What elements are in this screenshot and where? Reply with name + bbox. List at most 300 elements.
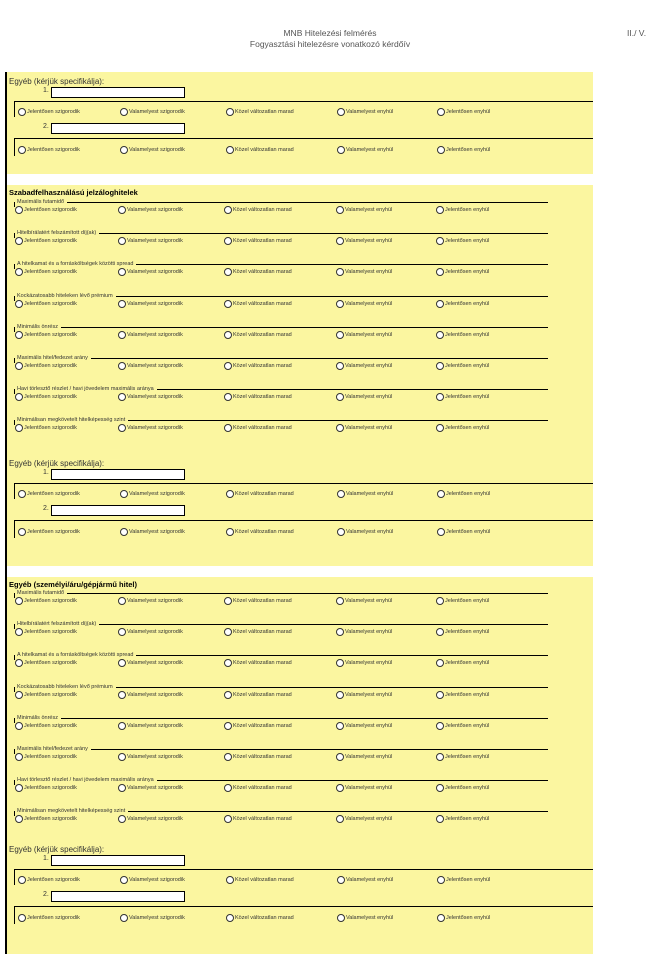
free-g5-option-5[interactable] — [436, 331, 489, 339]
radio-button[interactable] — [336, 722, 344, 730]
option-label: Közel változatlan marad — [233, 816, 292, 822]
free-group-label-1: Maximális futamidő — [17, 199, 65, 205]
option-label: Közel változatlan marad — [233, 332, 292, 338]
other-g3-option-1[interactable] — [15, 659, 77, 667]
other-g7-option-3[interactable] — [224, 784, 292, 792]
radio-button[interactable] — [118, 784, 126, 792]
free-g7-option-4[interactable] — [336, 393, 392, 401]
free-g2-option-5[interactable] — [436, 237, 489, 245]
free-g5-option-2[interactable] — [118, 331, 183, 339]
option-label: Közel változatlan marad — [235, 491, 294, 497]
radio-button[interactable] — [15, 597, 23, 605]
radio-button[interactable] — [15, 206, 23, 214]
free-g7-option-3[interactable] — [224, 393, 292, 401]
other-g1-option-2[interactable] — [118, 597, 183, 605]
other-g5-option-1[interactable] — [15, 722, 77, 730]
free-spec-input-1[interactable] — [51, 469, 185, 480]
option-label: Valamelyest szigorodik — [127, 785, 183, 791]
option-label: Valamelyest szigorodik — [127, 598, 183, 604]
radio-button[interactable] — [15, 268, 23, 276]
radio-button[interactable] — [224, 331, 232, 339]
other-g2-option-4[interactable] — [336, 628, 392, 636]
radio-button[interactable] — [118, 237, 126, 245]
other-g6-option-4[interactable] — [336, 753, 392, 761]
free-g3-option-1[interactable] — [15, 268, 77, 276]
other-g2-option-3[interactable] — [224, 628, 292, 636]
radio-button[interactable] — [437, 528, 445, 536]
free-g6-option-4[interactable] — [336, 362, 392, 370]
radio-button[interactable] — [436, 597, 444, 605]
free-g4-option-2[interactable] — [118, 300, 183, 308]
radio-button[interactable] — [436, 206, 444, 214]
top-box-top-1 — [14, 101, 593, 102]
free-spec2-option-5[interactable] — [437, 528, 490, 536]
free-g1-option-1[interactable] — [15, 206, 77, 214]
radio-button[interactable] — [336, 597, 344, 605]
radio-button[interactable] — [226, 108, 234, 116]
free-g8-option-4[interactable] — [336, 424, 392, 432]
other-g1-option-5[interactable] — [436, 597, 489, 605]
other-g7-option-5[interactable] — [436, 784, 489, 792]
option-label: Jelentősen szigorodik — [24, 754, 77, 760]
radio-button[interactable] — [118, 424, 126, 432]
option-label: Közel változatlan marad — [233, 598, 292, 604]
option-label: Valamelyest szigorodik — [127, 723, 183, 729]
radio-button[interactable] — [120, 490, 128, 498]
other-g1-option-3[interactable] — [224, 597, 292, 605]
other-g8-option-5[interactable] — [436, 815, 489, 823]
section-gap-1 — [7, 174, 593, 185]
other-spec1-option-2[interactable] — [120, 876, 185, 884]
other-g8-option-4[interactable] — [336, 815, 392, 823]
radio-button[interactable] — [15, 300, 23, 308]
option-label: Valamelyest szigorodik — [127, 660, 183, 666]
option-label: Jelentősen enyhül — [445, 598, 490, 604]
option-label: Valamelyest enyhül — [345, 754, 393, 760]
radio-button[interactable] — [118, 628, 126, 636]
free-g5-option-1[interactable] — [15, 331, 77, 339]
radio-button[interactable] — [337, 490, 345, 498]
option-label: Jelentősen szigorodik — [24, 692, 77, 698]
option-label: Valamelyest szigorodik — [129, 147, 185, 153]
option-label: Valamelyest enyhül — [345, 394, 393, 400]
free-g1-option-5[interactable] — [436, 206, 489, 214]
radio-button[interactable] — [224, 424, 232, 432]
option-label: Közel változatlan marad — [235, 529, 294, 535]
free-g6-option-1[interactable] — [15, 362, 77, 370]
radio-button[interactable] — [118, 362, 126, 370]
other-box-left-2 — [14, 906, 15, 924]
free-group-line-1 — [67, 202, 548, 203]
other-g2-option-5[interactable] — [436, 628, 489, 636]
other-g3-option-3[interactable] — [224, 659, 292, 667]
other-group-line-3 — [136, 655, 548, 656]
free-g7-option-5[interactable] — [436, 393, 489, 401]
radio-button[interactable] — [436, 424, 444, 432]
free-g5-option-4[interactable] — [336, 331, 392, 339]
other-g2-option-2[interactable] — [118, 628, 183, 636]
radio-button[interactable] — [336, 659, 344, 667]
option-label: Valamelyest szigorodik — [127, 238, 183, 244]
radio-button[interactable] — [437, 876, 445, 884]
option-label: Valamelyest szigorodik — [127, 692, 183, 698]
radio-button[interactable] — [436, 331, 444, 339]
other-group-line-6 — [91, 749, 548, 750]
option-label: Jelentősen szigorodik — [24, 394, 77, 400]
radio-button[interactable] — [15, 331, 23, 339]
free-g8-option-2[interactable] — [118, 424, 183, 432]
option-label: Valamelyest enyhül — [345, 660, 393, 666]
other-g1-option-4[interactable] — [336, 597, 392, 605]
other-g5-option-5[interactable] — [436, 722, 489, 730]
free-g8-option-3[interactable] — [224, 424, 292, 432]
radio-button[interactable] — [120, 914, 128, 922]
free-g3-option-2[interactable] — [118, 268, 183, 276]
radio-button[interactable] — [336, 815, 344, 823]
radio-button[interactable] — [15, 691, 23, 699]
option-label: Valamelyest szigorodik — [127, 394, 183, 400]
radio-button[interactable] — [226, 490, 234, 498]
radio-button[interactable] — [226, 914, 234, 922]
free-g3-option-3[interactable] — [224, 268, 292, 276]
top-spec1-option-5[interactable] — [437, 108, 490, 116]
other-g4-option-2[interactable] — [118, 691, 183, 699]
radio-button[interactable] — [118, 331, 126, 339]
free-g4-option-5[interactable] — [436, 300, 489, 308]
radio-button[interactable] — [224, 659, 232, 667]
radio-button[interactable] — [18, 876, 26, 884]
free-spec2-option-3[interactable] — [226, 528, 294, 536]
other-group-label-2: Hitelbírálatért felszámított díj(ak) — [17, 621, 97, 627]
option-label: Közel változatlan marad — [233, 754, 292, 760]
free-spec2-option-2[interactable] — [120, 528, 185, 536]
free-g6-option-3[interactable] — [224, 362, 292, 370]
top-spec2-option-3[interactable] — [226, 146, 294, 154]
other-g3-option-5[interactable] — [436, 659, 489, 667]
option-label: Jelentősen enyhül — [445, 363, 490, 369]
other-group-line-4 — [116, 687, 548, 688]
top-spec2-option-4[interactable] — [337, 146, 393, 154]
top-spec2-option-1[interactable] — [18, 146, 80, 154]
radio-button[interactable] — [336, 393, 344, 401]
other-group-label-4: Kockázatosabb hiteleken lévő prémium — [17, 684, 113, 690]
free-spec1-option-3[interactable] — [226, 490, 294, 498]
option-label: Valamelyest enyhül — [346, 109, 394, 115]
other-spec-number-1: 1. — [43, 855, 49, 862]
free-g7-option-1[interactable] — [15, 393, 77, 401]
free-g1-option-3[interactable] — [224, 206, 292, 214]
option-label: Valamelyest enyhül — [345, 785, 393, 791]
free-g4-option-1[interactable] — [15, 300, 77, 308]
other-group-line-7 — [157, 780, 548, 781]
option-label: Jelentősen enyhül — [445, 394, 490, 400]
other-spec2-option-2[interactable] — [120, 914, 185, 922]
radio-button[interactable] — [336, 237, 344, 245]
radio-button[interactable] — [118, 753, 126, 761]
radio-button[interactable] — [436, 659, 444, 667]
option-label: Jelentősen enyhül — [446, 109, 491, 115]
radio-button[interactable] — [336, 300, 344, 308]
radio-button[interactable] — [224, 268, 232, 276]
radio-button[interactable] — [336, 691, 344, 699]
free-g2-option-2[interactable] — [118, 237, 183, 245]
top-spec-input-2[interactable] — [51, 123, 185, 134]
radio-button[interactable] — [336, 628, 344, 636]
radio-button[interactable] — [118, 268, 126, 276]
option-label: Jelentősen szigorodik — [24, 269, 77, 275]
free-g3-option-5[interactable] — [436, 268, 489, 276]
radio-button[interactable] — [226, 146, 234, 154]
other-g5-option-2[interactable] — [118, 722, 183, 730]
option-label: Valamelyest enyhül — [345, 692, 393, 698]
top-spec1-option-3[interactable] — [226, 108, 294, 116]
free-group-label-6: Maximális hitel/fedezet arány — [17, 355, 88, 361]
radio-button[interactable] — [118, 597, 126, 605]
top-spec-input-1[interactable] — [51, 87, 185, 98]
option-label: Közel változatlan marad — [233, 425, 292, 431]
radio-button[interactable] — [120, 876, 128, 884]
option-label: Valamelyest enyhül — [345, 363, 393, 369]
radio-button[interactable] — [118, 206, 126, 214]
radio-button[interactable] — [118, 659, 126, 667]
other-group-label-1: Maximális futamidő — [17, 590, 65, 596]
other-g8-option-3[interactable] — [224, 815, 292, 823]
other-g8-option-1[interactable] — [15, 815, 77, 823]
free-g6-option-5[interactable] — [436, 362, 489, 370]
radio-button[interactable] — [336, 331, 344, 339]
other-g4-option-5[interactable] — [436, 691, 489, 699]
option-label: Valamelyest enyhül — [345, 207, 393, 213]
free-g7-option-2[interactable] — [118, 393, 183, 401]
other-g3-option-2[interactable] — [118, 659, 183, 667]
radio-button[interactable] — [18, 108, 26, 116]
free-g8-option-5[interactable] — [436, 424, 489, 432]
radio-button[interactable] — [118, 815, 126, 823]
other-g8-option-2[interactable] — [118, 815, 183, 823]
option-label: Valamelyest szigorodik — [127, 754, 183, 760]
radio-button[interactable] — [436, 722, 444, 730]
radio-button[interactable] — [437, 914, 445, 922]
other-group-label-8: Minimálisan megkövetelt hitelképesség szint — [17, 808, 126, 814]
option-label: Jelentősen szigorodik — [24, 629, 77, 635]
option-label: Jelentősen szigorodik — [24, 660, 77, 666]
other-g7-option-1[interactable] — [15, 784, 77, 792]
radio-button[interactable] — [336, 424, 344, 432]
radio-button[interactable] — [437, 146, 445, 154]
other-g1-option-1[interactable] — [15, 597, 77, 605]
free-g6-option-2[interactable] — [118, 362, 183, 370]
radio-button[interactable] — [436, 237, 444, 245]
free-g2-option-4[interactable] — [336, 237, 392, 245]
radio-button[interactable] — [436, 753, 444, 761]
other-spec1-option-4[interactable] — [337, 876, 393, 884]
radio-button[interactable] — [18, 914, 26, 922]
other-g4-option-3[interactable] — [224, 691, 292, 699]
option-label: Jelentősen szigorodik — [24, 301, 77, 307]
page-number: II./ V. — [627, 28, 647, 38]
option-label: Közel változatlan marad — [233, 723, 292, 729]
other-spec-input-1[interactable] — [51, 855, 185, 866]
radio-button[interactable] — [118, 300, 126, 308]
option-label: Valamelyest enyhül — [346, 147, 394, 153]
top-spec2-option-2[interactable] — [120, 146, 185, 154]
free-g3-option-4[interactable] — [336, 268, 392, 276]
radio-button[interactable] — [226, 876, 234, 884]
radio-button[interactable] — [120, 528, 128, 536]
other-g4-option-1[interactable] — [15, 691, 77, 699]
free-g1-option-4[interactable] — [336, 206, 392, 214]
radio-button[interactable] — [118, 691, 126, 699]
radio-button[interactable] — [15, 362, 23, 370]
radio-button[interactable] — [224, 300, 232, 308]
other-g5-option-4[interactable] — [336, 722, 392, 730]
option-label: Közel változatlan marad — [233, 269, 292, 275]
other-g6-option-3[interactable] — [224, 753, 292, 761]
radio-button[interactable] — [437, 108, 445, 116]
radio-button[interactable] — [18, 146, 26, 154]
free-g4-option-4[interactable] — [336, 300, 392, 308]
option-label: Valamelyest szigorodik — [127, 301, 183, 307]
radio-button[interactable] — [436, 691, 444, 699]
radio-button[interactable] — [337, 876, 345, 884]
section-title-free-use: Szabadfelhasználású jelzáloghitelek — [9, 188, 138, 197]
free-g4-option-3[interactable] — [224, 300, 292, 308]
other-box-top-2 — [14, 906, 593, 907]
other-spec1-option-3[interactable] — [226, 876, 294, 884]
radio-button[interactable] — [224, 393, 232, 401]
option-label: Valamelyest szigorodik — [127, 363, 183, 369]
other-g2-option-1[interactable] — [15, 628, 77, 636]
other-spec2-option-1[interactable] — [18, 914, 80, 922]
option-label: Jelentősen enyhül — [445, 754, 490, 760]
other-spec1-option-1[interactable] — [18, 876, 80, 884]
option-label: Jelentősen enyhül — [445, 816, 490, 822]
option-label: Valamelyest szigorodik — [127, 629, 183, 635]
radio-button[interactable] — [15, 784, 23, 792]
free-spec1-option-1[interactable] — [18, 490, 80, 498]
radio-button[interactable] — [15, 659, 23, 667]
option-label: Valamelyest szigorodik — [127, 425, 183, 431]
other-g4-option-4[interactable] — [336, 691, 392, 699]
free-group-label-2: Hitelbírálatért felszámított díj(ak) — [17, 230, 97, 236]
radio-button[interactable] — [18, 528, 26, 536]
radio-button[interactable] — [437, 490, 445, 498]
radio-button[interactable] — [224, 237, 232, 245]
other-g3-option-4[interactable] — [336, 659, 392, 667]
other-spec2-option-4[interactable] — [337, 914, 393, 922]
radio-button[interactable] — [336, 362, 344, 370]
top-spec2-option-5[interactable] — [437, 146, 490, 154]
option-label: Valamelyest szigorodik — [129, 529, 185, 535]
option-label: Közel változatlan marad — [235, 877, 294, 883]
option-label: Jelentősen szigorodik — [24, 598, 77, 604]
top-spec1-option-2[interactable] — [120, 108, 185, 116]
radio-button[interactable] — [436, 815, 444, 823]
other-g6-option-2[interactable] — [118, 753, 183, 761]
other-g7-option-2[interactable] — [118, 784, 183, 792]
radio-button[interactable] — [224, 753, 232, 761]
radio-button[interactable] — [226, 528, 234, 536]
radio-button[interactable] — [337, 528, 345, 536]
radio-button[interactable] — [224, 597, 232, 605]
free-group-label-3: A hitelkamat és a forrásköltségek közötti spread — [17, 261, 134, 267]
other-g5-option-3[interactable] — [224, 722, 292, 730]
other-spec2-option-3[interactable] — [226, 914, 294, 922]
radio-button[interactable] — [15, 393, 23, 401]
radio-button[interactable] — [224, 722, 232, 730]
free-spec-number-2: 2. — [43, 505, 49, 512]
radio-button[interactable] — [436, 784, 444, 792]
radio-button[interactable] — [224, 206, 232, 214]
option-label: Jelentősen enyhül — [445, 660, 490, 666]
radio-button[interactable] — [18, 490, 26, 498]
radio-button[interactable] — [15, 815, 23, 823]
other-spec2-option-5[interactable] — [437, 914, 490, 922]
radio-button[interactable] — [337, 146, 345, 154]
radio-button[interactable] — [120, 108, 128, 116]
other-g6-option-5[interactable] — [436, 753, 489, 761]
free-spec1-option-5[interactable] — [437, 490, 490, 498]
radio-button[interactable] — [15, 237, 23, 245]
free-g2-option-3[interactable] — [224, 237, 292, 245]
radio-button[interactable] — [118, 393, 126, 401]
radio-button[interactable] — [436, 393, 444, 401]
radio-button[interactable] — [436, 362, 444, 370]
radio-button[interactable] — [336, 206, 344, 214]
option-label: Jelentősen szigorodik — [24, 332, 77, 338]
free-spec2-option-4[interactable] — [337, 528, 393, 536]
radio-button[interactable] — [224, 362, 232, 370]
option-label: Valamelyest szigorodik — [129, 491, 185, 497]
radio-button[interactable] — [336, 784, 344, 792]
radio-button[interactable] — [118, 722, 126, 730]
other-g6-option-1[interactable] — [15, 753, 77, 761]
radio-button[interactable] — [336, 268, 344, 276]
top-spec1-option-1[interactable] — [18, 108, 80, 116]
other-g7-option-4[interactable] — [336, 784, 392, 792]
option-label: Valamelyest enyhül — [346, 915, 394, 921]
radio-button[interactable] — [337, 914, 345, 922]
free-spec1-option-2[interactable] — [120, 490, 185, 498]
radio-button[interactable] — [336, 753, 344, 761]
free-g5-option-3[interactable] — [224, 331, 292, 339]
radio-button[interactable] — [224, 691, 232, 699]
radio-button[interactable] — [337, 108, 345, 116]
option-label: Jelentősen enyhül — [446, 915, 491, 921]
other-spec-input-2[interactable] — [51, 891, 185, 902]
radio-button[interactable] — [15, 753, 23, 761]
radio-button[interactable] — [224, 628, 232, 636]
radio-button[interactable] — [224, 815, 232, 823]
radio-button[interactable] — [15, 722, 23, 730]
radio-button[interactable] — [436, 628, 444, 636]
free-spec1-option-4[interactable] — [337, 490, 393, 498]
radio-button[interactable] — [436, 300, 444, 308]
top-other-label: Egyéb (kérjük specifikálja): — [9, 77, 105, 86]
free-g1-option-2[interactable] — [118, 206, 183, 214]
top-spec1-option-4[interactable] — [337, 108, 393, 116]
radio-button[interactable] — [15, 628, 23, 636]
free-spec2-option-1[interactable] — [18, 528, 80, 536]
radio-button[interactable] — [224, 784, 232, 792]
free-g2-option-1[interactable] — [15, 237, 77, 245]
radio-button[interactable] — [120, 146, 128, 154]
free-g8-option-1[interactable] — [15, 424, 77, 432]
free-spec-input-2[interactable] — [51, 505, 185, 516]
other-spec1-option-5[interactable] — [437, 876, 490, 884]
radio-button[interactable] — [15, 424, 23, 432]
radio-button[interactable] — [436, 268, 444, 276]
